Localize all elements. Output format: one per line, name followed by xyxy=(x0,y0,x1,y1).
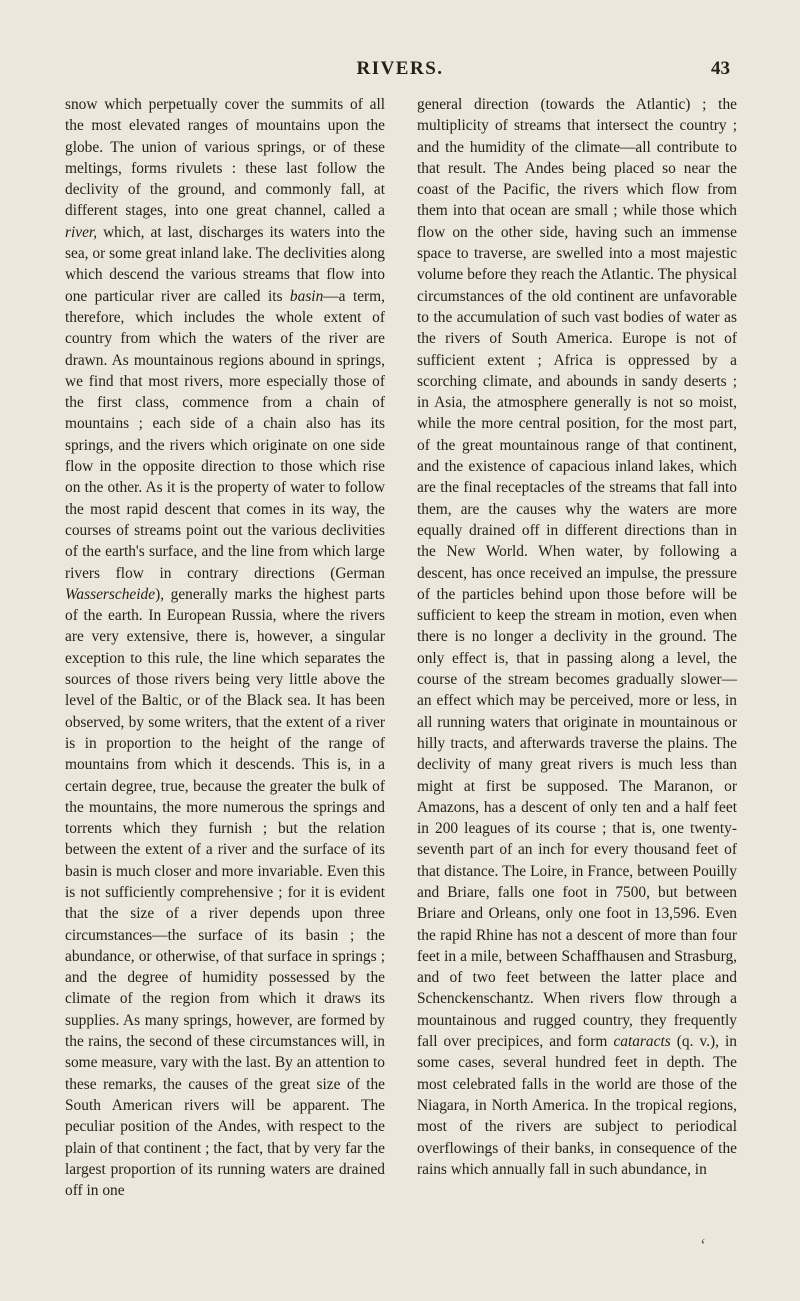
term-basin: basin xyxy=(289,287,324,305)
page-number: 43 xyxy=(711,58,730,79)
right-column-paragraph xyxy=(417,94,737,1180)
running-title: RIVERS. xyxy=(356,58,444,79)
term-river: river, xyxy=(65,223,98,241)
left-text-2: which, at last, discharges its waters into the sea, or some great inland lake. The declivities along which descend the various streams that flow into one particular river are called its xyxy=(65,223,385,305)
left-column-paragraph xyxy=(65,94,385,1201)
margin-mark: ‘ xyxy=(700,1235,706,1255)
left-text-4: ), generally marks the highest parts of the earth. In European Russia, where the rivers are very extensive, there is, however, a singular exception to this rule, the line which separates the sources of those rivers being very little above the level of the Baltic, or of the Black sea. It has been observed, by some writers, that the extent of a river is in proportion to the height of the range of mountains from which it descends. This is, in a certain degree, true, because the greater the bulk of the mountains, the more numerous the springs and torrents which they furnish ; but the relation between the extent of a river and the surface of its basin is much closer and more invariable. Even this is not sufficiently comprehensive ; for it is evident that the size of a river depends upon three circumstances—the surface of its basin ; the abundance, or otherwise, of that surface in springs ; and the degree of humidity possessed by the climate of the region from which it draws its supplies. As many springs, however, are formed by the rains, the second of these circumstances will, in some measure, vary with the last. By an attention to these remarks, the causes of the great size of the South American rivers will be apparent. The peculiar position of the Andes, with respect to the plain of that continent ; the fact, that by very far the largest proportion of its running waters are drained off in one xyxy=(65,585,385,1200)
running-head xyxy=(0,58,800,82)
right-column xyxy=(417,94,737,1201)
term-wasserscheide: Wasserscheide xyxy=(65,585,156,603)
left-text-1: snow which perpetually cover the summits of all the most elevated ranges of mountains upon the globe. The union of various springs, or of these meltings, forms rivulets : these last follow the declivity of the ground, and commonly fall, at different stages, into one great channel, called a xyxy=(65,96,385,220)
text-columns xyxy=(65,94,737,1201)
right-text-1: general direction (towards the Atlantic) ; the multiplicity of streams that intersect the country ; and the humidity of the climate—all contribute to that result. The Andes being placed so near the coast of the Pacific, the rivers which flow from them into that ocean are small ; while those which flow on the other side, having such an immense space to traverse, are swelled into a most majestic volume before they reach the Atlantic. The physical circumstances of the old continent are unfavorable to the accumulation of such vast bodies of water as the rivers of South America. Europe is not of sufficient extent ; Africa is oppressed by a scorching climate, and abounds in sandy deserts ; in Asia, the atmosphere generally is not so moist, while the more central position, for the most part, of the great mountainous range of that continent, and the existence of capacious inland lakes, which are the final receptacles of the streams that fall into them, are the causes why the waters are more equally drained off in different directions than in the New World. When water, by following a descent, has once received an impulse, the pressure of the particles behind upon those before will be sufficient to keep the stream in motion, even when there is no longer a declivity in the ground. The only effect is, that in passing along a level, the course of the stream becomes gradually slower— an effect which may be perceived, more or less, in all running waters that originate in mountainous or hilly tracts, and afterwards traverse the plains. The declivity of many great rivers is much less than might at first be supposed. The Maranon, or Amazons, has a descent of only ten and a half feet in 200 leagues of its course ; that is, one twenty-seventh part of an inch for every thousand feet of that distance. The Loire, in France, between Pouilly and Briare, falls one foot in 7500, but between Briare and Orleans, only one foot in 13,596. Even the rapid Rhine has not a descent of more than four feet in a mile, between Schaffhausen and Strasburg, and of two feet between the latter place and Schenckenschantz. When rivers flow through a mountainous and rugged country, they frequently fall over precipices, and form xyxy=(417,96,737,1051)
right-text-2: (q. v.), in some cases, several hundred feet in depth. The most celebrated falls in the world are those of the Niagara, in North America. In the tropical regions, most of the rivers are subject to periodical overflowings of their banks, in consequence of the rains which annually fall in such abundance, in xyxy=(417,1033,737,1178)
term-cataracts: cataracts xyxy=(613,1033,671,1051)
left-column xyxy=(65,94,385,1201)
left-text-3: —a term, therefore, which includes the whole extent of country from which the waters of the river are drawn. As mountainous regions abound in springs, we find that most rivers, more especially those of the first class, commence from a chain of mountains ; each side of a chain also has its springs, and the rivers which originate on one side flow in the opposite direction to those which rise on the other. As it is the property of water to follow the most rapid descent that comes in its way, the courses of streams point out the various declivities of the earth's surface, and the line from which large rivers flow in contrary directions (German xyxy=(65,287,385,582)
